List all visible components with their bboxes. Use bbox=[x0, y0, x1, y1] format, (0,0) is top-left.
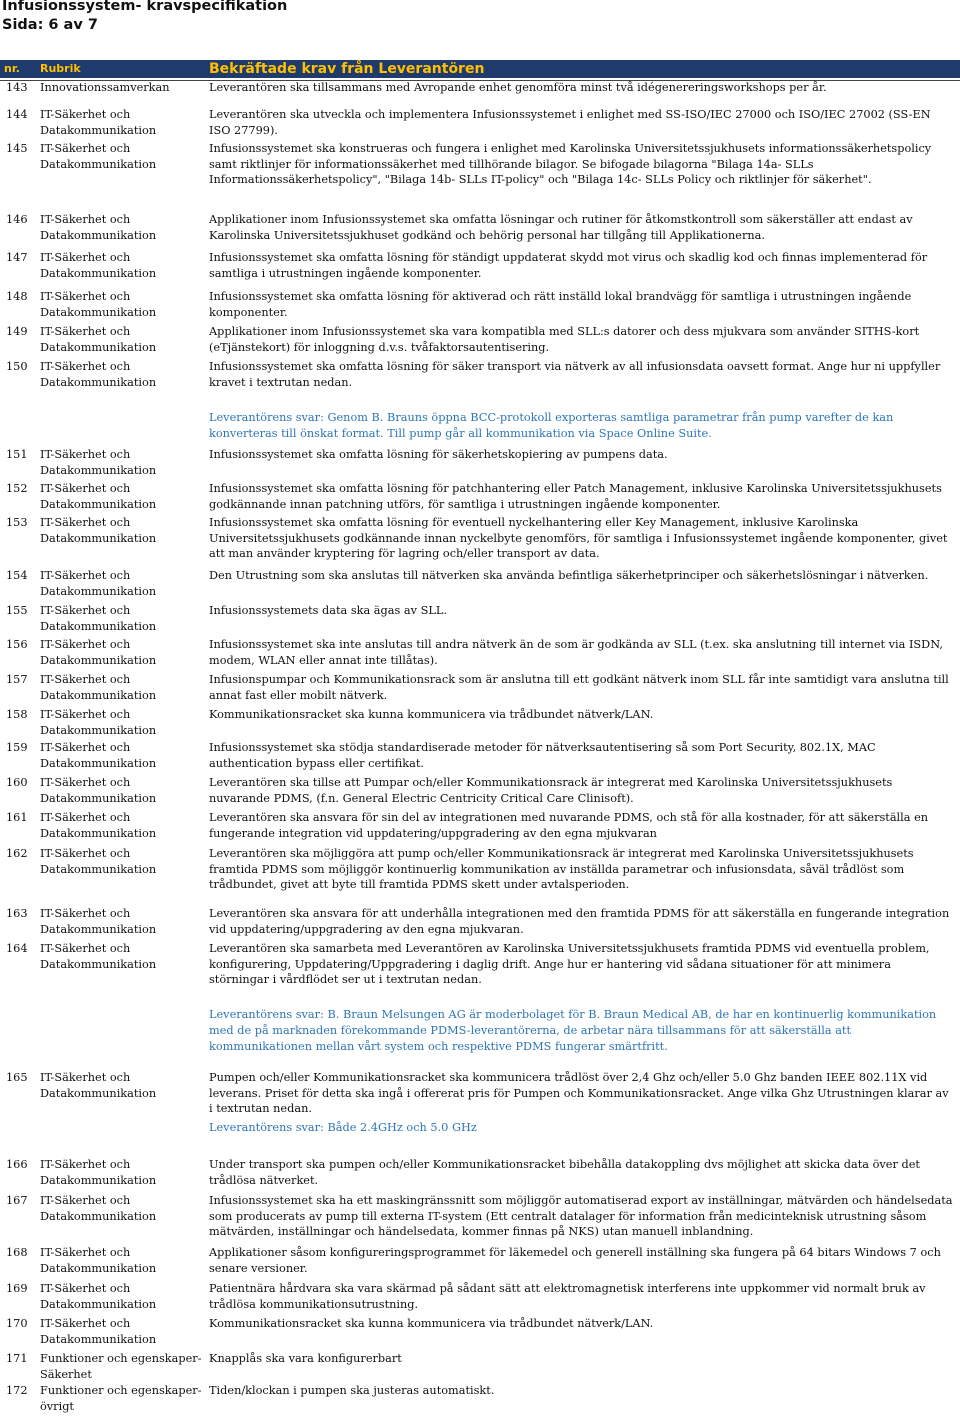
row-rubrik: Funktioner och egenskaper- övrigt bbox=[40, 1384, 202, 1413]
row-requirement-text: Infusionssystemet ska ha ett maskingränssnitt som möjliggör automatiserad export av inställningar, mätvärden och händelsedata som producerats av pump till externa IT-system (Ett centralt datalager för information från medicinteknisk utrustning såsom mätvärden, inställningar och händelsedata, kommer finnas på NKS) utan manuell inblandning. bbox=[209, 1194, 953, 1238]
row-requirement-text: Infusionssystemet ska omfatta lösning för ständigt uppdaterat skydd mot virus och skadlig kod och finnas implementerad för samtliga i utrustningen ingående komponenter. bbox=[209, 251, 928, 280]
row-number: 143 bbox=[6, 81, 28, 94]
row-requirement-text: Leverantören ska tillsammans med Avropande enhet genomföra minst två idégenereringsworkshops per år. bbox=[209, 81, 827, 94]
row-rubrik: IT-Säkerhet och Datakommunikation bbox=[40, 811, 157, 840]
row-rubrik: IT-Säkerhet och Datakommunikation bbox=[40, 942, 157, 971]
row-number: 161 bbox=[6, 811, 28, 824]
row-requirement-text: Infusionssystemet ska inte anslutas till andra nätverk än de som är godkända av SLL (t.ex. ska anslutning till internet via ISDN, modem, WLAN eller annat inte tillåtas). bbox=[209, 638, 943, 667]
row-number: 163 bbox=[6, 907, 28, 920]
row-requirement-text: Tiden/klockan i pumpen ska justeras automatiskt. bbox=[209, 1384, 495, 1397]
row-requirement-text: Infusionssystemet ska omfatta lösning för säkerhetskopiering av pumpens data. bbox=[209, 448, 668, 461]
row-requirement-text: Infusionssystemet ska omfatta lösning för patchhantering eller Patch Management, inklusive Karolinska Universitetssjukhusets godkännande innan patchning utförs, för samtliga i utrustningen ingående komponenter. bbox=[209, 482, 942, 511]
row-requirement-text: Knapplås ska vara konfigurerbart bbox=[209, 1352, 402, 1365]
row-rubrik: IT-Säkerhet och Datakommunikation bbox=[40, 847, 157, 876]
row-requirement-text: Kommunikationsracket ska kunna kommunicera via trådbundet nätverk/LAN. bbox=[209, 1317, 654, 1330]
row-number: 145 bbox=[6, 142, 28, 155]
row-number: 167 bbox=[6, 1194, 28, 1207]
row-rubrik: IT-Säkerhet och Datakommunikation bbox=[40, 776, 157, 805]
row-requirement-text: Applikationer såsom konfigureringsprogrammet för läkemedel och generell inställning ska fungera på 64 bitars Windows 7 och senare versioner. bbox=[209, 1246, 941, 1275]
row-rubrik: IT-Säkerhet och Datakommunikation bbox=[40, 741, 157, 770]
row-rubrik: IT-Säkerhet och Datakommunikation bbox=[40, 604, 157, 633]
row-number: 156 bbox=[6, 638, 28, 651]
row-rubrik: Funktioner och egenskaper- Säkerhet bbox=[40, 1352, 202, 1381]
row-rubrik: IT-Säkerhet och Datakommunikation bbox=[40, 1317, 157, 1346]
row-rubrik: IT-Säkerhet och Datakommunikation bbox=[40, 673, 157, 702]
row-requirement-text: Under transport ska pumpen och/eller Kommunikationsracket bibehålla datakoppling dvs möjlighet att skicka data över det trådlösa nätverket. bbox=[209, 1158, 920, 1187]
row-rubrik: IT-Säkerhet och Datakommunikation bbox=[40, 638, 157, 667]
row-number: 170 bbox=[6, 1317, 28, 1330]
row-number: 159 bbox=[6, 741, 28, 754]
row-rubrik: IT-Säkerhet och Datakommunikation bbox=[40, 907, 157, 936]
row-requirement-text: Infusionssystemet ska omfatta lösning för eventuell nyckelhantering eller Key Management, inklusive Karolinska Universitetssjukhusets godkännande innan nyckelbyte genomförs, för samtliga i Infusionssystemet ingående komponenter, givet att man använder kryptering för lagring och/eller transport av data. bbox=[209, 516, 948, 560]
row-number: 147 bbox=[6, 251, 28, 264]
supplier-response-150: Leverantörens svar: Genom B. Brauns öppna BCC-protokoll exporteras samtliga parametrar från pump varefter de kan konverteras till önskat format. Till pump går all kommunikation via Space Online Suite. bbox=[209, 411, 894, 440]
row-number: 144 bbox=[6, 108, 28, 121]
row-rubrik: IT-Säkerhet och Datakommunikation bbox=[40, 1194, 157, 1223]
row-number: 162 bbox=[6, 847, 28, 860]
row-requirement-text: Leverantören ska möjliggöra att pump och/eller Kommunikationsrack är integrerat med Karolinska Universitetssjukhusets framtida PDMS som möjliggör kontinuerlig kommunikation av inställda parametrar och infusionsdata, såväl trådlöst som trådbundet, givet att byte till framtida PDMS skett under avtalsperioden. bbox=[209, 847, 914, 891]
row-number: 165 bbox=[6, 1071, 28, 1084]
row-number: 157 bbox=[6, 673, 28, 686]
row-requirement-text: Pumpen och/eller Kommunikationsracket ska kommunicera trådlöst över 2,4 Ghz och/eller 5.0 Ghz banden IEEE 802.11X vid leverans. Priset för detta ska ingå i offererat pris för Pumpen och Kommunikationsracket. Ange vilka Ghz Utrustningen klarar av i textrutan nedan. bbox=[209, 1071, 949, 1115]
row-rubrik: IT-Säkerhet och Datakommunikation bbox=[40, 708, 157, 737]
row-rubrik: IT-Säkerhet och Datakommunikation bbox=[40, 1282, 157, 1311]
row-requirement-text: Leverantören ska samarbeta med Leverantören av Karolinska Universitetssjukhusets framtida PDMS vid eventuella problem, konfigurering, Uppdatering/Uppgradering i daglig drift. Ange hur er hantering vid sådana situationer för att minimera störningar i vårdflödet ser ut i textrutan nedan. bbox=[209, 942, 930, 986]
row-rubrik: IT-Säkerhet och Datakommunikation bbox=[40, 290, 157, 319]
row-number: 153 bbox=[6, 516, 28, 529]
row-requirement-text: Infusionssystemet ska stödja standardiserade metoder för nätverksautentisering så som Port Security, 802.1X, MAC authentication bypass eller certifikat. bbox=[209, 741, 876, 770]
row-number: 149 bbox=[6, 325, 28, 338]
row-number: 146 bbox=[6, 213, 28, 226]
row-rubrik: IT-Säkerhet och Datakommunikation bbox=[40, 108, 157, 137]
row-number: 155 bbox=[6, 604, 28, 617]
row-rubrik: IT-Säkerhet och Datakommunikation bbox=[40, 325, 157, 354]
row-number: 160 bbox=[6, 776, 28, 789]
column-header-rubrik: Rubrik bbox=[40, 62, 81, 75]
row-number: 148 bbox=[6, 290, 28, 303]
row-number: 150 bbox=[6, 360, 28, 373]
row-number: 172 bbox=[6, 1384, 28, 1397]
row-number: 152 bbox=[6, 482, 28, 495]
row-number: 164 bbox=[6, 942, 28, 955]
row-rubrik: IT-Säkerhet och Datakommunikation bbox=[40, 142, 157, 171]
row-requirement-text: Patientnära hårdvara ska vara skärmad på sådant sätt att elektromagnetisk interferens inte uppkommer vid normalt bruk av trådlösa kommunikationsutrustning. bbox=[209, 1282, 926, 1311]
row-rubrik: IT-Säkerhet och Datakommunikation bbox=[40, 360, 157, 389]
row-requirement-text: Leverantören ska tillse att Pumpar och/eller Kommunikationsrack är integrerat med Karolinska Universitetssjukhusets nuvarande PDMS, (f.n. General Electric Centricity Critical Care Clinisoft). bbox=[209, 776, 893, 805]
row-requirement-text: Kommunikationsracket ska kunna kommunicera via trådbundet nätverk/LAN. bbox=[209, 708, 654, 721]
row-rubrik: IT-Säkerhet och Datakommunikation bbox=[40, 482, 157, 511]
row-requirement-text: Applikationer inom Infusionssystemet ska omfatta lösningar och rutiner för åtkomstkontroll som säkerställer att endast av Karolinska Universitetssjukhuset godkänd och behörig personal har tillgång till Applikationerna. bbox=[209, 213, 913, 242]
column-header-bekraftade: Bekräftade krav från Leverantören bbox=[209, 61, 485, 77]
row-rubrik: IT-Säkerhet och Datakommunikation bbox=[40, 251, 157, 280]
row-rubrik: IT-Säkerhet och Datakommunikation bbox=[40, 1071, 157, 1100]
row-rubrik: Innovationssamverkan bbox=[40, 81, 170, 94]
row-rubrik: IT-Säkerhet och Datakommunikation bbox=[40, 213, 157, 242]
row-number: 168 bbox=[6, 1246, 28, 1259]
row-requirement-text: Infusionssystemets data ska ägas av SLL. bbox=[209, 604, 447, 617]
row-rubrik: IT-Säkerhet och Datakommunikation bbox=[40, 448, 157, 477]
table-row bbox=[0, 80, 960, 94]
column-header-nr: nr. bbox=[4, 62, 20, 75]
supplier-response-165: Leverantörens svar: Både 2.4GHz och 5.0 GHz bbox=[209, 1121, 477, 1134]
row-requirement-text: Infusionssystemet ska omfatta lösning för aktiverad och rätt inställd lokal brandvägg för samtliga i utrustningen ingående komponenter. bbox=[209, 290, 912, 319]
row-requirement-text: Leverantören ska ansvara för att underhålla integrationen med den framtida PDMS för att säkerställa en fungerande integration vid uppdatering/uppgradering av den egna mjukvaran. bbox=[209, 907, 950, 936]
row-rubrik: IT-Säkerhet och Datakommunikation bbox=[40, 1246, 157, 1275]
row-requirement-text: Infusionspumpar och Kommunikationsrack som är anslutna till ett godkänt nätverk inom SLL får inte samtidigt vara anslutna till annat fast eller mobilt nätverk. bbox=[209, 673, 949, 702]
row-requirement-text: Leverantören ska utveckla och implementera Infusionssystemet i enlighet med SS-ISO/IEC 27000 och ISO/IEC 27002 (SS-EN ISO 27799). bbox=[209, 108, 931, 137]
row-requirement-text: Infusionssystemet ska konstrueras och fungera i enlighet med Karolinska Universitetssjukhusets informationssäkerhetspolicy samt riktlinjer för informationssäkerhet med tillhörande bilagor. Se bifogade bilagorna "Bilaga 14a- SLLs Informationssäkerhetspolicy", "Bilaga 14b- SLLs IT-policy" och "Bilaga 14c- SLLs Policy och riktlinjer för säkerhet". bbox=[209, 142, 932, 186]
row-number: 158 bbox=[6, 708, 28, 721]
document-title: Infusionssystem- kravspecifikation bbox=[2, 0, 288, 14]
table-header-bar bbox=[0, 60, 960, 78]
row-number: 171 bbox=[6, 1352, 28, 1365]
row-requirement-text: Applikationer inom Infusionssystemet ska vara kompatibla med SLL:s datorer och dess mjukvara som använder SITHS-kort (eTjänstekort) för inloggning d.v.s. tvåfaktorsautentisering. bbox=[209, 325, 920, 354]
row-number: 151 bbox=[6, 448, 28, 461]
row-number: 166 bbox=[6, 1158, 28, 1171]
row-requirement-text: Leverantören ska ansvara för sin del av integrationen med nuvarande PDMS, och stå för alla kostnader, för att säkerställa en fungerande integration vid uppdatering/uppgradering av den egna mjukvaran bbox=[209, 811, 929, 840]
row-rubrik: IT-Säkerhet och Datakommunikation bbox=[40, 569, 157, 598]
supplier-response-164: Leverantörens svar: B. Braun Melsungen AG är moderbolaget för B. Braun Medical AB, de har en kontinuerlig kommunikation med de på marknaden förekommande PDMS-leverantörerna, de arbetar nära tillsammans för att säkerställa att kommunikationen mellan vårt system och respektive PDMS fungerar smärtfritt. bbox=[209, 1008, 937, 1053]
row-requirement-text: Infusionssystemet ska omfatta lösning för säker transport via nätverk av all infusionsdata oavsett format. Ange hur ni uppfyller kravet i textrutan nedan. bbox=[209, 360, 941, 389]
page-number: Sida: 6 av 7 bbox=[2, 17, 98, 33]
row-number: 169 bbox=[6, 1282, 28, 1295]
row-rubrik: IT-Säkerhet och Datakommunikation bbox=[40, 1158, 157, 1187]
row-requirement-text: Den Utrustning som ska anslutas till nätverken ska använda befintliga säkerhetprinciper och säkerhetslösningar i nätverken. bbox=[209, 569, 929, 582]
row-rubrik: IT-Säkerhet och Datakommunikation bbox=[40, 516, 157, 545]
row-number: 154 bbox=[6, 569, 28, 582]
